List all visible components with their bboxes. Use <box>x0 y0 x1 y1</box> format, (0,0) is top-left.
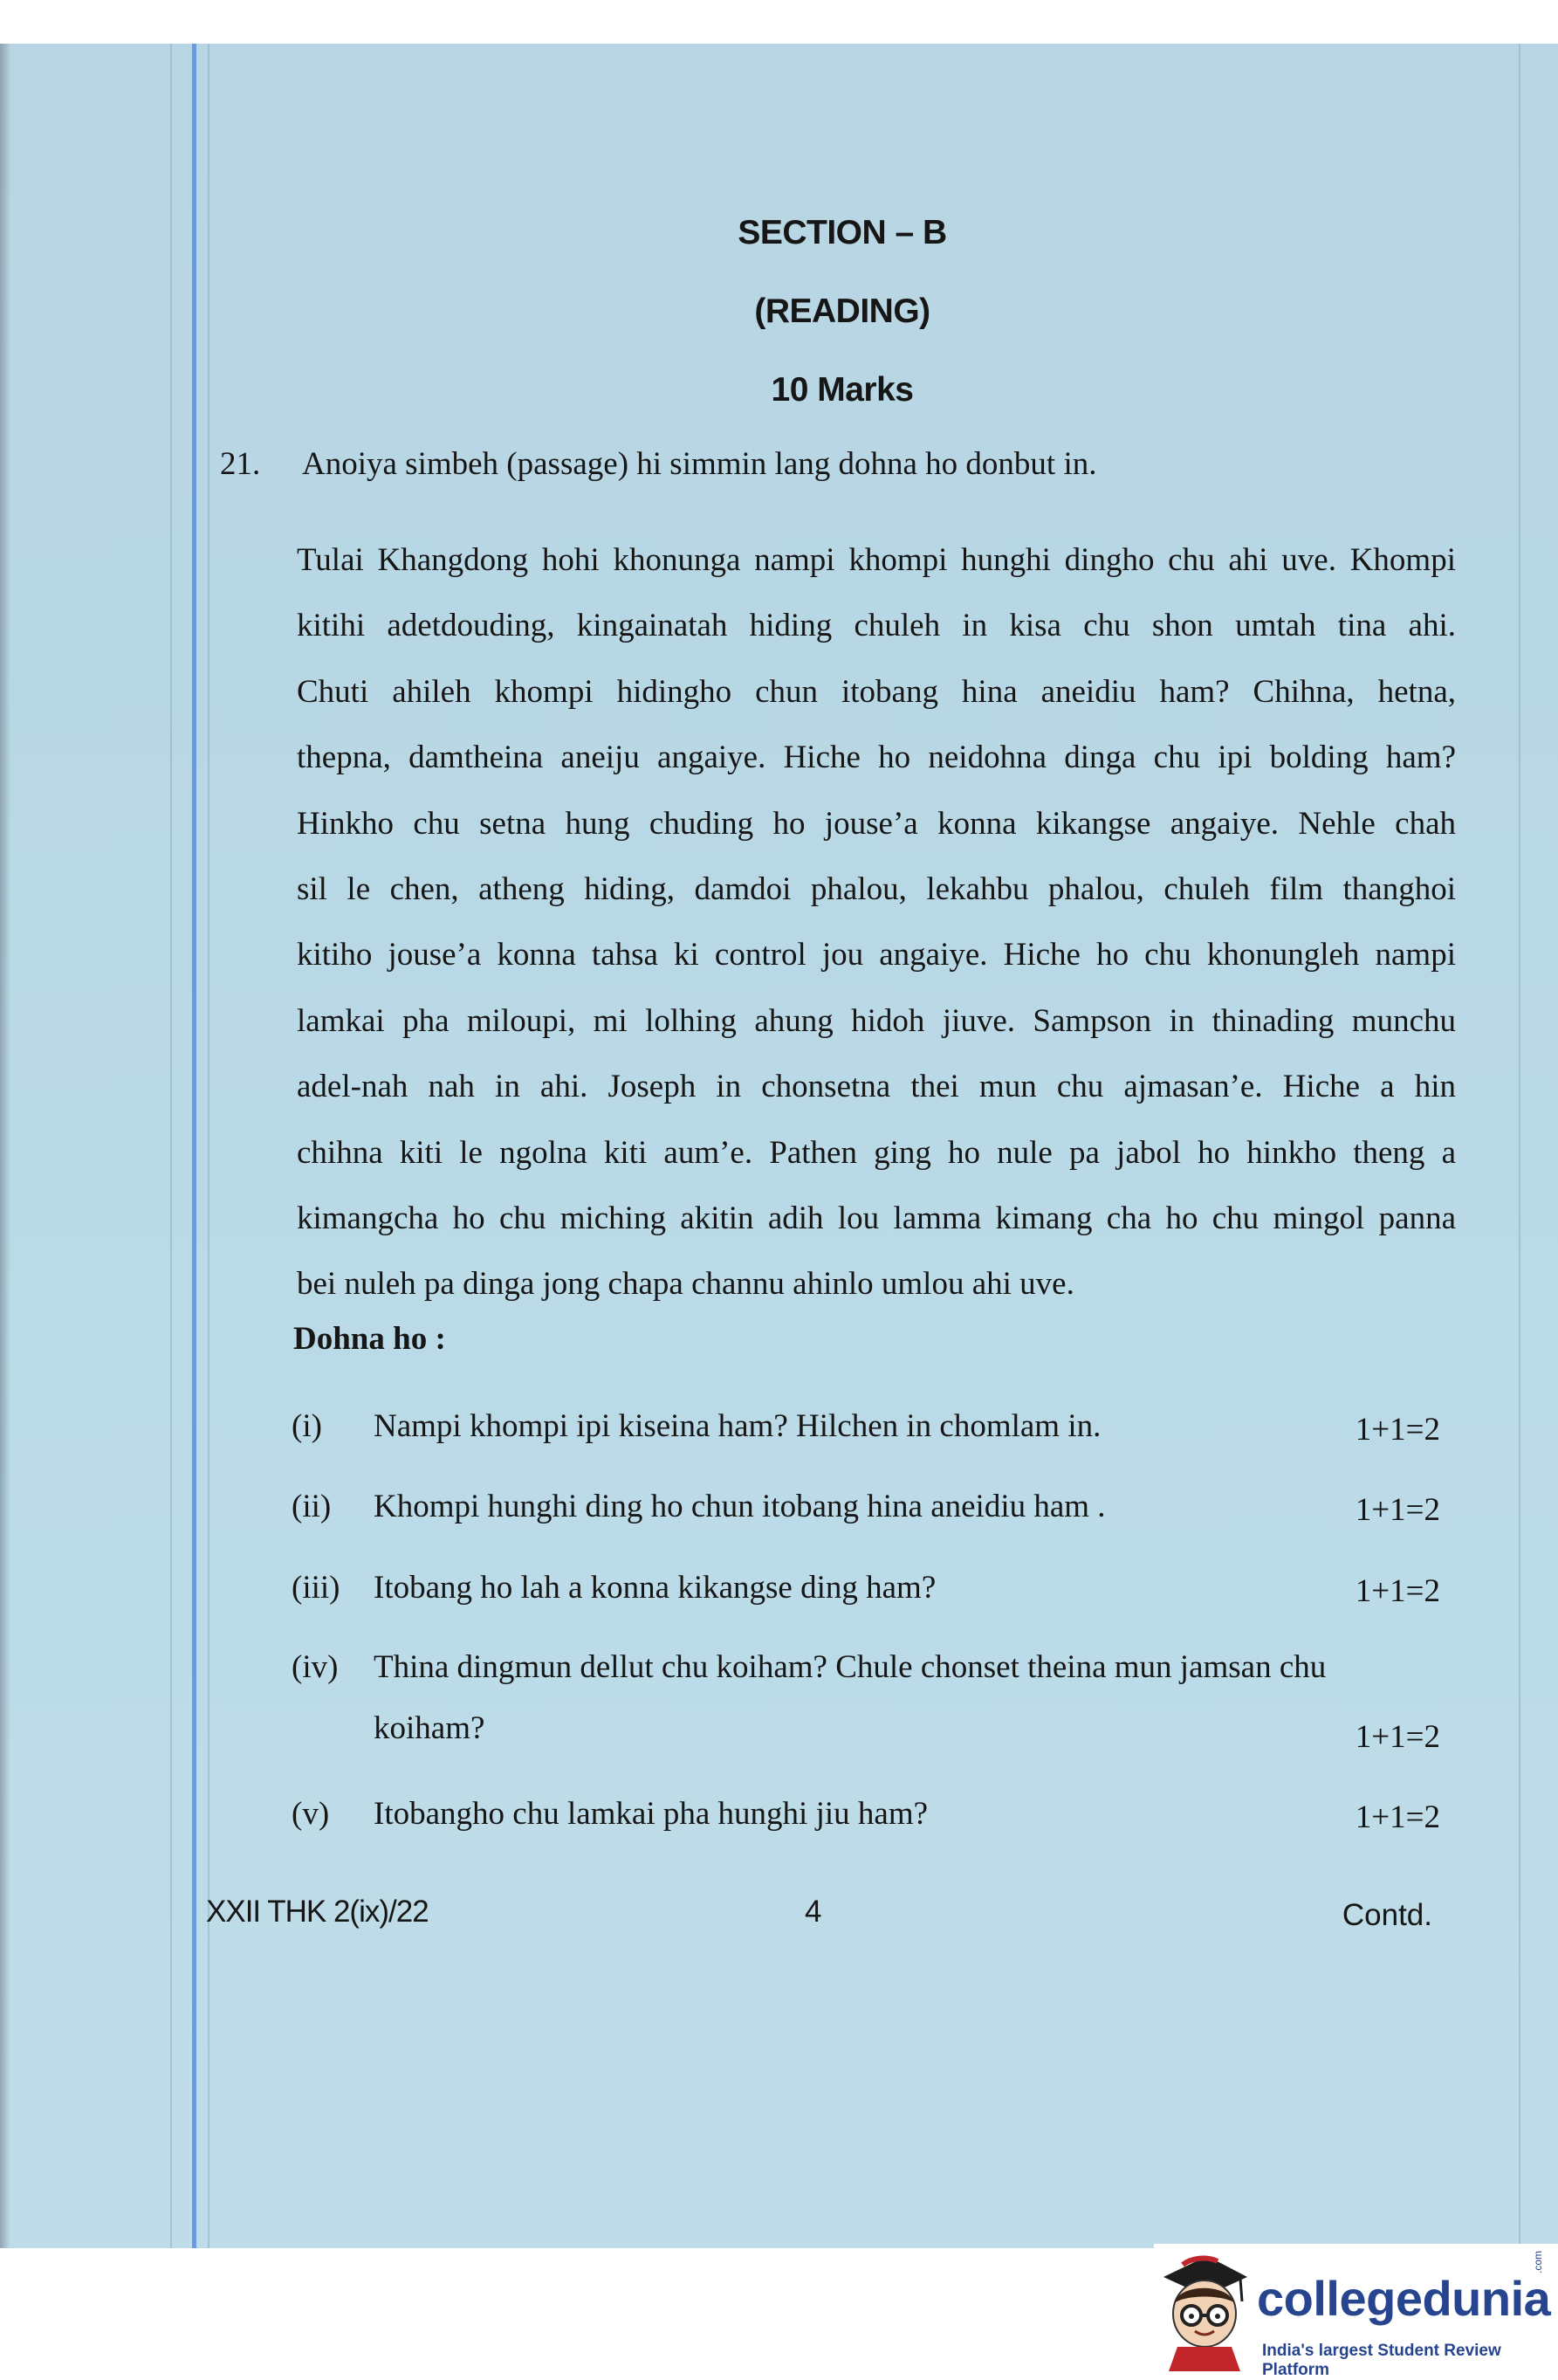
passage-line: adel-nah nah in ahi. Joseph in chonsetna thei mun chu ajmasan’e. Hiche a hin <box>297 1069 1456 1105</box>
question-marks: 1+1=2 <box>1355 1719 1440 1755</box>
question-text: Nampi khompi ipi kiseina ham? Hilchen in chomlam in. <box>374 1408 1102 1444</box>
section-marks: 10 Marks <box>771 371 914 409</box>
passage-line: lamkai pha miloupi, mi lolhing ahung hidoh jiuve. Sampson in thinading munchu <box>297 1002 1456 1039</box>
question-text: Thina dingmun dellut chu koiham? Chule chonset theina mun jamsan chu <box>374 1649 1327 1685</box>
passage-line: kitiho jouse’a konna tahsa ki control jou angaiye. Hiche ho chu khonungleh nampi <box>297 937 1456 973</box>
question-marks: 1+1=2 <box>1355 1799 1440 1835</box>
question-marks: 1+1=2 <box>1355 1573 1440 1609</box>
continued-label: Contd. <box>1342 1898 1432 1932</box>
question-prompt: Anoiya simbeh (passage) hi simmin lang dohna ho donbut in. <box>302 446 1097 482</box>
question-marks: 1+1=2 <box>1355 1412 1440 1448</box>
section-title: SECTION – B <box>738 214 947 251</box>
question-label: (i) <box>292 1408 322 1444</box>
question-label: (ii) <box>292 1489 332 1524</box>
question-number: 21. <box>220 446 261 482</box>
passage-line: Chuti ahileh khompi hidingho chun itobang hina aneidiu ham? Chihna, hetna, <box>297 673 1456 710</box>
section-subtitle: (READING) <box>754 292 930 330</box>
passage-line: Hinkho chu setna hung chuding ho jouse’a konna kikangse angaiye. Nehle chah <box>297 805 1456 842</box>
brand-name: collegedunia <box>1257 2271 1551 2326</box>
reading-passage <box>297 527 1456 1317</box>
question-text: Khompi hunghi ding ho chun itobang hina aneidiu ham . <box>374 1489 1106 1524</box>
questions-heading: Dohna ho : <box>293 1321 446 1357</box>
question-text: Itobangho chu lamkai pha hunghi jiu ham? <box>374 1796 929 1832</box>
brand-tagline: India's largest Student Review Platform <box>1262 2342 1501 2379</box>
passage-line: kitihi adetdouding, kingainatah hiding chuleh in kisa chu shon umtah tina ahi. <box>297 608 1456 644</box>
passage-line: bei nuleh pa dinga jong chapa channu ahinlo umlou ahi uve. <box>297 1266 1074 1303</box>
question-text: koiham? <box>374 1710 485 1746</box>
question-marks: 1+1=2 <box>1355 1492 1440 1528</box>
brand-domain: .com <box>1532 2250 1544 2273</box>
question-label: (v) <box>292 1796 330 1832</box>
page-number: 4 <box>805 1895 822 1929</box>
student-mascot-icon <box>1156 2251 1251 2371</box>
question-text: Itobang ho lah a konna kikangse ding ham? <box>374 1570 937 1606</box>
passage-line: thepna, damtheina aneiju angaiye. Hiche ho neidohna dinga chu ipi bolding ham? <box>297 739 1456 776</box>
paper-code: XXII THK 2(ix)/22 <box>206 1895 429 1929</box>
passage-line: kimangcha ho chu miching akitin adih lou lamma kimang cha ho chu mingol panna <box>297 1200 1456 1236</box>
passage-line: sil le chen, atheng hiding, damdoi phalou, lekahbu phalou, chuleh film thanghoi <box>297 870 1456 907</box>
passage-line: chihna kiti le ngolna kiti aum’e. Pathen ging ho nule pa jabol ho hinkho theng a <box>297 1134 1456 1171</box>
question-label: (iii) <box>292 1570 340 1606</box>
question-label: (iv) <box>292 1649 339 1685</box>
passage-line: Tulai Khangdong hohi khonunga nampi khompi hunghi dingho chu ahi uve. Khompi <box>297 542 1456 578</box>
